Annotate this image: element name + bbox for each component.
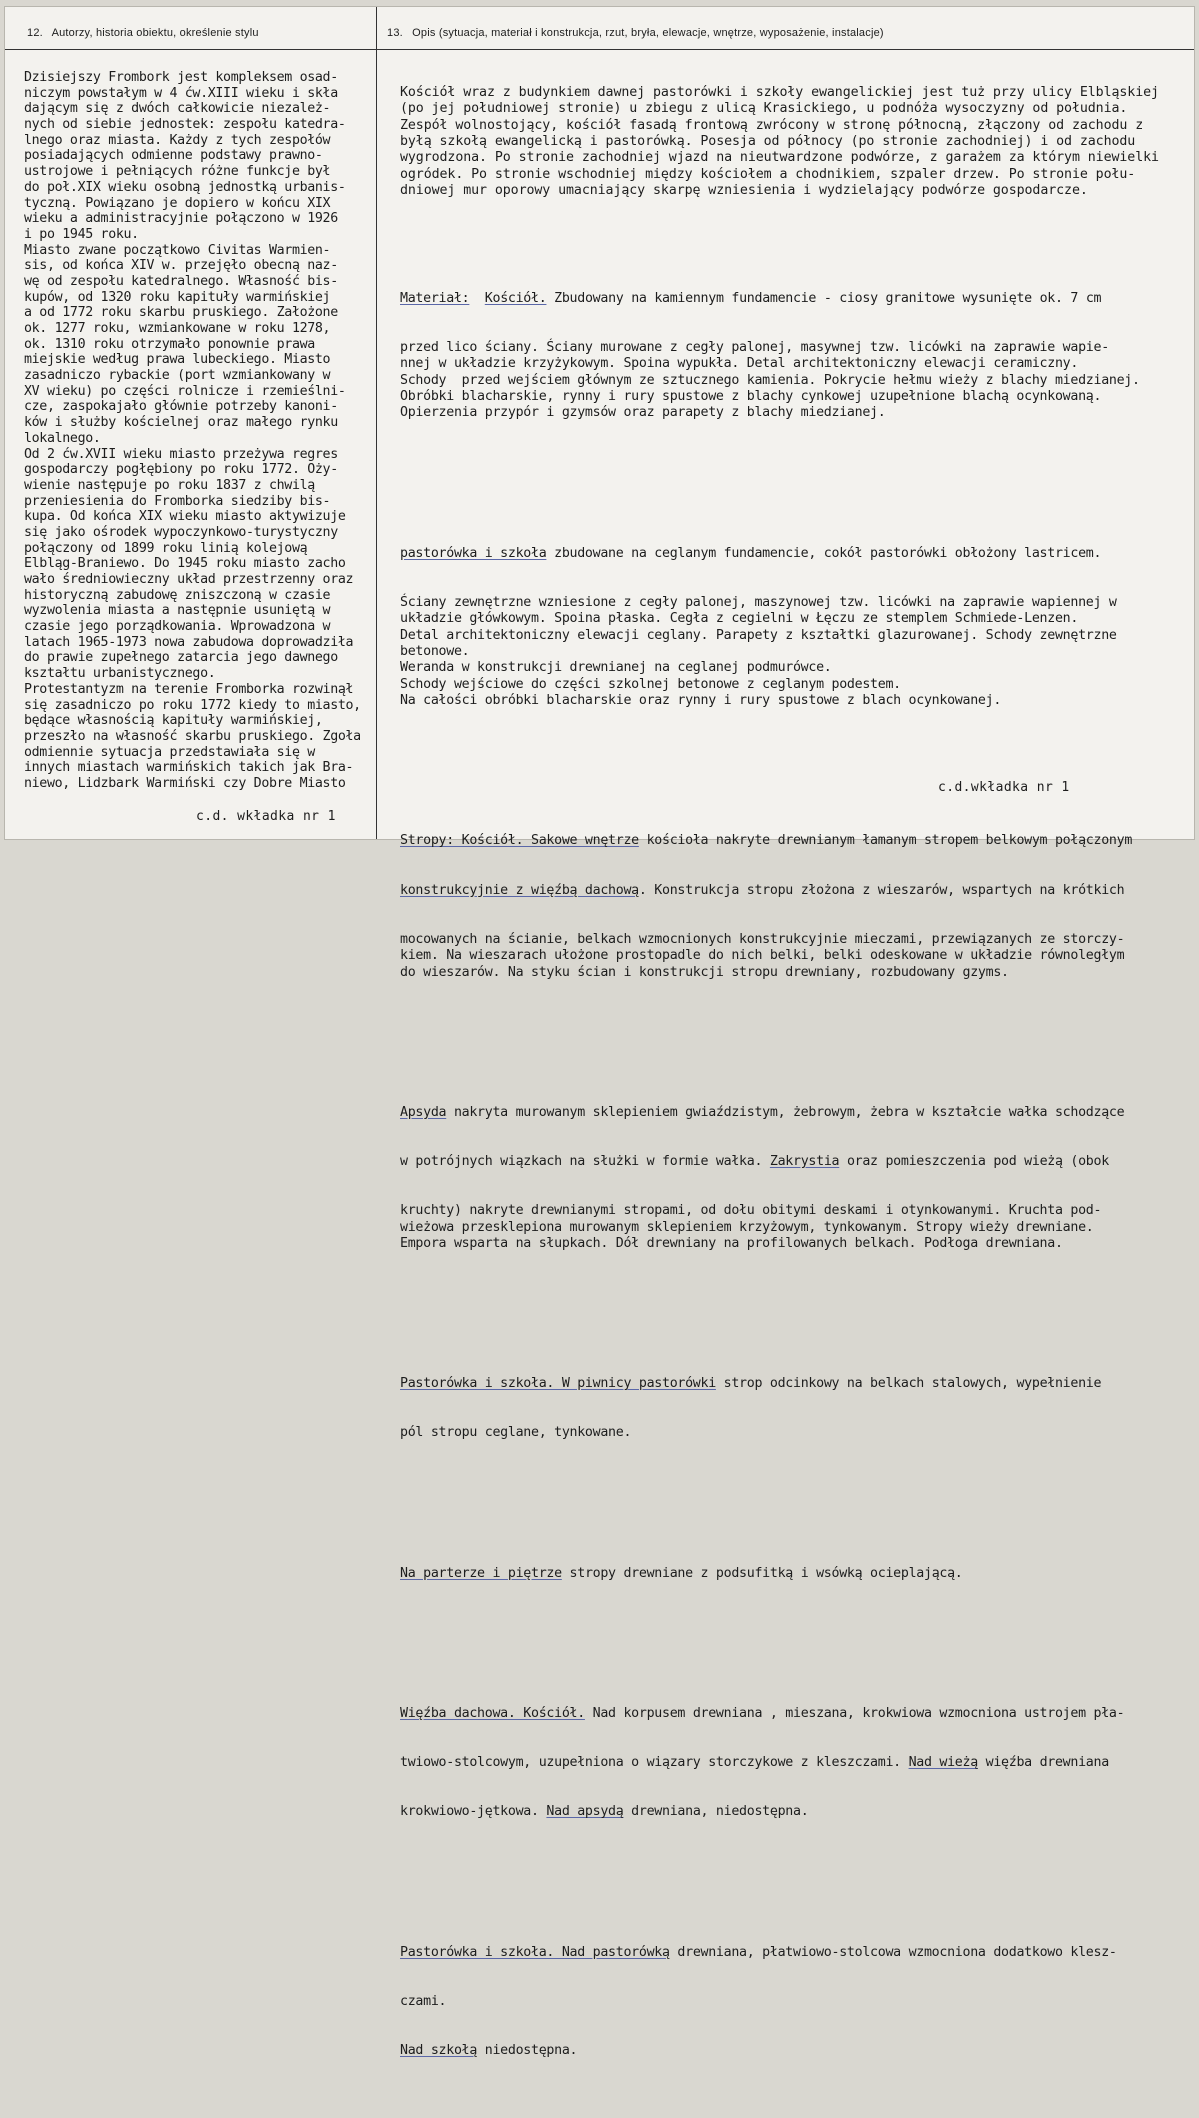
history-line: innych miastach warmińskich takich jak Bra- (24, 760, 354, 776)
history-line: cze, zaspokajało głównie potrzeby kanoni- (24, 399, 338, 415)
left-footer-note: c.d. wkładka nr 1 (196, 809, 336, 824)
history-line: gospodarczy pogłębiony po roku 1772. Oży- (24, 462, 338, 478)
pastorowka-strop-paragraph (400, 1343, 1180, 1474)
history-line: a od 1772 roku skarbu pruskiego. Założone (24, 305, 338, 321)
pastorowka-strop-line: pól stropu ceglane, tynkowane. (400, 1425, 632, 1441)
parter-label: Na parterze i piętrze (400, 1565, 562, 1581)
apsyda-line: kruchty) nakryte drewnianymi stropami, od dołu obitymi deskami i otynkowanymi. Kruchta pod- (400, 1203, 1102, 1219)
history-text (24, 70, 369, 792)
pastorowka-line: Ściany zewnętrzne wzniesione z cegły palonej, maszynowej tzw. licówki na zaprawie wapiennej w (400, 594, 1117, 610)
stropy-first-line: kościoła nakryte drewnianym łamanym stropem belkowym połączonym (638, 833, 1133, 849)
pastorowka-nad-first: drewniana, płatwiowo-stolcowa wzmocniona dodatkowo klesz- (669, 1944, 1117, 1960)
parter-rest: stropy drewniane z podsufitką i wsówką ocieplającą. (561, 1565, 963, 1581)
history-line: ustrojowe i pełniących różne funkcje był (24, 164, 331, 180)
pastorowka-line: układzie główkowym. Spoina płaska. Cegła z cegielni w Łęczu ze stemplem Schmiede-Lenzen. (400, 611, 1079, 627)
intro-line: Kościół wraz z budynkiem dawnej pastorówki i szkoły ewangelickiej jest tuż przy ulicy Elbląskiej (400, 84, 1159, 100)
intro-line: Zespół wolnostojący, kościół fasadą frontową zwrócony w stronę północną, złączony od zachodu z (400, 117, 1144, 133)
history-line: do poł.XIX wieku osobną jednostką urbanis- (24, 179, 346, 195)
stropy-line: do wieszarów. Na styku ścian i konstrukcji stropu drewniany, rozbudowany gzyms. (400, 964, 1009, 980)
material-church-label: Kościół. (484, 290, 547, 306)
pastorowka-line: Weranda w konstrukcji drewnianej na ceglanej podmurówce. (400, 660, 832, 676)
wiezba-second-a: twiowo-stolcowym, uzupełniona o wiązary storczykowe z kleszczami. (400, 1755, 909, 1771)
intro-line: wygrodzona. Po stronie zachodniej wjazd na nieutwardzone podwórze, z garażem za którym niewielki (400, 150, 1159, 166)
history-line: się jako ośrodek wypoczynkowo-turystyczny (24, 524, 338, 540)
pastorowka-piwnica-label: Pastorówka i szkoła. W piwnicy pastorówki (400, 1376, 716, 1392)
section-12-number: 12. (27, 27, 43, 39)
stropy-paragraph (400, 801, 1180, 1014)
history-line: XV wieku) po części rolnicze i rzemieślni- (24, 383, 346, 399)
apsyda-second-a: w potrójnych wiązkach na służki w formie wałka. (400, 1153, 770, 1169)
pastorowka-wiezba-paragraph (400, 1912, 1180, 2092)
pastorowka-line: Schody wejściowe do części szkolnej betonowe z ceglanym podestem. (400, 676, 901, 692)
pastorowka-nad-second: czami. (400, 1993, 447, 2009)
history-line: i po 1945 roku. (24, 226, 139, 242)
pastorowka-first-line: zbudowane na ceglanym fundamencie, cokół pastorówki obłożony lastricem. (546, 545, 1102, 561)
history-line: ok. 1277 roku, wzmiankowane w roku 1278, (24, 321, 331, 336)
parter-paragraph (400, 1533, 1180, 1615)
history-line: będące własnością kapituły warmińskiej, (24, 713, 323, 729)
nad-wieza-label: Nad wieżą (908, 1755, 978, 1771)
history-line: sis, od końca XIV w. przejęło obecną naz- (24, 258, 338, 274)
right-footer-note: c.d.wkładka nr 1 (938, 780, 1070, 795)
history-line: zasadniczo rybackie (port wzmiankowany w (24, 368, 331, 384)
material-line: przed lico ściany. Ściany murowane z cegły palonej, masywnej tzw. licówki na zaprawie wapie- (400, 339, 1109, 355)
history-line: niczym powstałym w 4 ćw.XIII wieku i skła (24, 85, 338, 101)
history-line: połączony od 1899 roku linią kolejową (24, 540, 308, 556)
material-label: Materiał: (400, 290, 470, 306)
section-12-title: Autorzy, historia obiektu, określenie stylu (51, 27, 259, 39)
material-line: nnej w układzie krzyżykowym. Spoina wypukła. Detal architektoniczny elewacji ceramiczny. (400, 356, 1079, 372)
history-line: lokalnego. (24, 430, 101, 446)
history-line: wało średniowieczny układ przestrzenny oraz (24, 572, 354, 587)
section-13-title: Opis (sytuacja, materiał i konstrukcja, rzut, bryła, elewacje, wnętrze, wyposażenie, instalacje) (412, 27, 884, 39)
stropy-second-line: . Konstrukcja stropu złożona z wieszarów, wspartych na krótkich (638, 882, 1125, 898)
history-line: odmiennie sytuacja przedstawiała się w (24, 744, 315, 760)
pastorowka-label: pastorówka i szkoła (400, 545, 547, 561)
history-line: czasie jego porządkowania. Wprowadzona w (24, 619, 331, 635)
apsyda-label: Apsyda (400, 1104, 447, 1120)
wiezba-third-b: drewniana, niedostępna. (623, 1804, 809, 1820)
history-line: wienie następuje po roku 1837 z chwilą (24, 477, 315, 493)
intro-line: ogródek. Po stronie wschodniej między kościołem a chodnikiem, szpaler drzew. Po stronie połu- (400, 166, 1136, 182)
history-line: się zasadniczo po roku 1772 kiedy to miasto, (24, 697, 361, 713)
pastorowka-line: betonowe. (400, 643, 470, 659)
history-line: dającym się z dwóch całkowicie niezależ- (24, 101, 331, 117)
description-text (400, 52, 1180, 2118)
pastorowka-line: Na całości obróbki blacharskie oraz rynny i rury spustowe z blach ocynkowanej. (400, 693, 1002, 709)
history-line: posiadających odmienne podstawy prawno- (24, 148, 323, 164)
history-line: Elbląg-Braniewo. Do 1945 roku miasto zacho (24, 556, 346, 572)
intro-line: byłą szkołą ewangelicką i pastorówką. Posesja od północy (po stronie zachodniej) i od zachodu (400, 133, 1136, 149)
apsyda-line: wieżowa przesklepiona murowanym sklepieniem krzyżowym, tynkowanym. Stropy wieży drewniane. (400, 1219, 1094, 1235)
history-line: kupów, od 1320 roku kapituły warmińskiej (24, 289, 331, 305)
material-first-line: Zbudowany na kamiennym fundamencie - ciosy granitowe wysunięte ok. 7 cm (546, 290, 1102, 306)
apsyda-line: Empora wsparta na słupkach. Dół drewniany na profilowanych belkach. Podłoga drewniana. (400, 1235, 1063, 1251)
column-divider (376, 7, 377, 839)
wiezba-second-b: więźba drewniana (977, 1755, 1109, 1771)
history-line: przeniesienia do Fromborka siedziby bis- (24, 493, 331, 509)
material-line: Schody przed wejściem głównym ze sztucznego kamienia. Pokrycie hełmu wieży z blachy miedzianej. (400, 372, 1140, 388)
history-line: do prawie zupełnego zatarcia jego dawnego (24, 650, 338, 666)
history-line: Dzisiejszy Frombork jest kompleksem osad- (24, 70, 338, 85)
history-line: kształtu urbanistycznego. (24, 666, 216, 682)
history-line: wieku a administracyjnie połączono w 1926 (24, 211, 338, 227)
history-line: Protestantyzm na terenie Fromborka rozwinął (24, 681, 354, 697)
material-line: Opierzenia przypór i gzymsów oraz parapety z blachy miedzianej. (400, 405, 886, 421)
wiezba-label: Więźba dachowa. Kościół. (400, 1705, 585, 1721)
stropy-label: Stropy: Kościół. Sakowe wnętrze (400, 833, 639, 849)
history-line: niewo, Lidzbark Warmiński czy Dobre Miasto (24, 775, 346, 791)
nad-apsyda-label: Nad apsydą (546, 1804, 624, 1820)
intro-line: (po jej południowej stronie) u zbiegu z ulicą Krasickiego, u podnóża wysoczyzny od południa. (400, 101, 1128, 117)
history-line: historyczną zabudowę zniszczoną w czasie (24, 587, 331, 603)
history-line: przeszło na własność skarbu pruskiego. Zgoła (24, 728, 361, 744)
history-line: ków i służby kościelnej oraz małego rynku (24, 415, 338, 431)
apsyda-paragraph (400, 1072, 1180, 1285)
history-line: kupa. Od końca XIX wieku miasto aktywizuje (24, 509, 346, 525)
history-line: latach 1965-1973 nowa zabudowa doprowadziła (24, 634, 354, 650)
apsyda-second-b: oraz pomieszczenia pod wieżą (obok (839, 1153, 1109, 1169)
pastorowka-line: Detal architektoniczny elewacji ceglany. Parapety z kształtki glazurowanej. Schody zewnętrzne (400, 627, 1117, 643)
history-line: miejskie według prawa lubeckiego. Miasto (24, 352, 331, 368)
material-paragraph (400, 258, 1180, 455)
pastorowka-material-paragraph (400, 513, 1180, 743)
history-line: tyczną. Powiązano je dopiero w końcu XIX (24, 195, 331, 211)
history-line: nych od siebie jednostek: zespołu katedra- (24, 117, 346, 133)
intro-line: dniowej mur oporowy umacniający skarpę wzniesienia i wydzielający podwórze gospodarcze. (400, 183, 1088, 199)
pastorowka-piwnica-first: strop odcinkowy na belkach stalowych, wypełnienie (715, 1376, 1102, 1392)
stropy-line: kiem. Na wieszarach ułożone prostopadle do nich belki, belki odeskowane w układzie równoległym (400, 948, 1125, 964)
history-line: wyzwolenia miasta a następnie usuniętą w (24, 603, 331, 619)
history-line: ok. 1310 roku otrzymało ponownie prawa (24, 336, 315, 352)
zakrystia-label: Zakrystia (769, 1153, 840, 1169)
history-line: Od 2 ćw.XVII wieku miasto przeżywa regres (24, 446, 338, 462)
section-13-header (387, 27, 884, 39)
nad-szkola-label: Nad szkołą (400, 2042, 478, 2058)
wiezba-paragraph (400, 1673, 1180, 1853)
stropy-wiezba-link: konstrukcyjnie z więźbą dachową (400, 882, 639, 898)
header-divider (5, 49, 1194, 50)
wiezba-first-line: Nad korpusem drewniana , mieszana, krokwiowa wzmocniona ustrojem pła- (584, 1705, 1125, 1721)
apsyda-first-line: nakryta murowanym sklepieniem gwiaździstym, żebrowym, żebra w kształcie wałka schodzące (446, 1104, 1125, 1120)
history-line: wę od zespołu katedralnego. Własność bis- (24, 273, 338, 289)
pastorowka-nad-label: Pastorówka i szkoła. Nad pastorówką (400, 1944, 670, 1960)
section-13-number: 13. (387, 27, 403, 39)
history-line: lnego oraz miasta. Każdy z tych zespołów (24, 132, 331, 148)
history-line: Miasto zwane początkowo Civitas Warmien- (24, 242, 331, 258)
nad-szkola-rest: niedostępna. (477, 2042, 578, 2058)
stropy-line: mocowanych na ścianie, belkach wzmocnionych konstrukcyjnie mieczami, przewiązanych ze storczy- (400, 931, 1125, 947)
wiezba-third-a: krokwiowo-jętkowa. (400, 1804, 547, 1820)
material-line: Obróbki blacharskie, rynny i rury spustowe z blachy cynkowej uzupełnione blachą ocynkowaną. (400, 388, 1102, 404)
intro-paragraph (400, 85, 1180, 200)
section-12-header (27, 27, 259, 39)
